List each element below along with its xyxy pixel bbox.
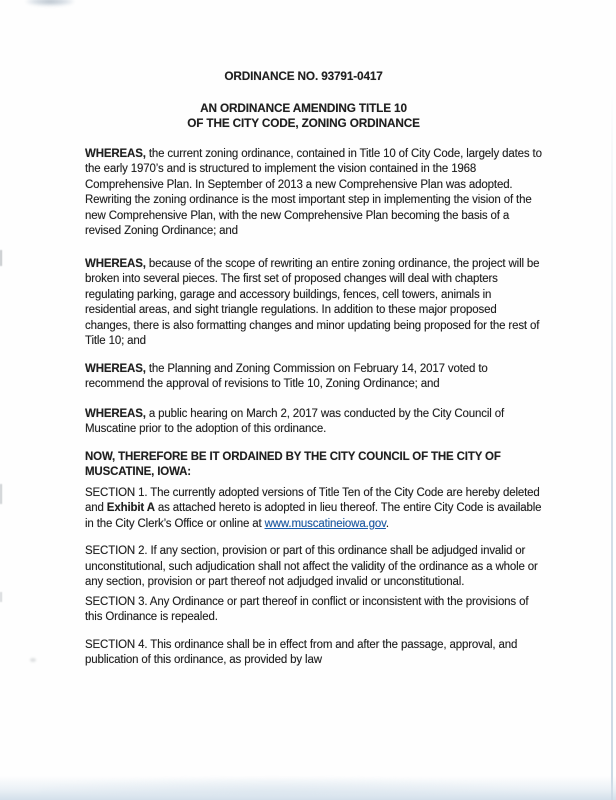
document-title bbox=[85, 101, 544, 132]
body-text: SECTION 1. The currently adopted versions of Title Ten of the City Code are hereby deleted and bbox=[85, 486, 540, 514]
whereas-planning-commission bbox=[85, 362, 544, 393]
bold-text: WHEREAS, bbox=[85, 362, 146, 375]
scan-shadow-bottom bbox=[0, 776, 616, 800]
scan-mark-left-2 bbox=[0, 484, 2, 504]
section-4 bbox=[85, 638, 544, 669]
bold-text: WHEREAS, bbox=[85, 257, 146, 270]
body-text: SECTION 3. Any Ordinance or part thereof in conflict or inconsistent with the provisions of this Ordinance is repealed. bbox=[85, 595, 529, 623]
now-therefore-clause bbox=[85, 450, 544, 481]
whereas-current-ordinance bbox=[85, 147, 544, 240]
document-content bbox=[85, 0, 544, 669]
bold-text: NOW, THEREFORE BE IT ORDAINED BY THE CITY COUNCIL OF THE CITY OF MUSCATINE, IOWA: bbox=[85, 450, 501, 478]
body-text: the current zoning ordinance, contained in Title 10 of City Code, largely dates to the early 1970’s and is structured to implement the vision contained in the 1968 Comprehensive Plan. In September of 2013 a new Comprehensive Plan was adopted. Rewriting the zoning ordinance is the most important step in implementing the vision of the new Comprehensive Plan, with the new Comprehensive Plan becoming the basis of a revised Zoning Ordinance; and bbox=[85, 147, 542, 237]
body-text: SECTION 4. This ordinance shall be in effect from and after the passage, approval, and publication of this ordinance, as provided by law bbox=[85, 638, 518, 666]
ordinance-number-heading: ORDINANCE NO. 93791-0417 bbox=[224, 69, 383, 83]
body-text: a public hearing on March 2, 2017 was conducted by the City Council of Muscatine prior to the adoption of this ordinance. bbox=[85, 407, 504, 435]
scan-edge-line-right bbox=[611, 90, 613, 800]
title-line-1: AN ORDINANCE AMENDING TITLE 10 bbox=[200, 100, 407, 115]
section-3 bbox=[85, 595, 544, 626]
body-text: as attached hereto is adopted in lieu thereof. The entire City Code is available in the City Clerk’s Office or online at bbox=[85, 502, 542, 530]
section-2 bbox=[85, 544, 544, 591]
scan-mark-left-1 bbox=[0, 250, 2, 266]
bold-text: WHEREAS, bbox=[85, 147, 146, 160]
paragraph-list bbox=[85, 147, 544, 669]
bold-text: Exhibit A bbox=[106, 502, 155, 514]
body-text: because of the scope of rewriting an entire zoning ordinance, the project will be broken into several pieces. The first set of proposed changes will deal with chapters regulating parking, garage and accessory buildings, fences, cell towers, animals in residential areas, and sight triangle regulations. In addition to these major proposed changes, there is also formatting changes and minor updating being proposed for the rest of Title 10; and bbox=[85, 257, 540, 347]
title-line-2: OF THE CITY CODE, ZONING ORDINANCE bbox=[187, 116, 420, 130]
city-code-website-link[interactable]: www.muscatineiowa.gov bbox=[264, 517, 386, 530]
whereas-scope-of-rewrite bbox=[85, 257, 544, 350]
scan-smudge-top-left bbox=[26, 0, 74, 6]
scan-speck bbox=[30, 658, 36, 662]
body-text: . bbox=[385, 517, 389, 530]
section-1 bbox=[85, 486, 544, 533]
body-text: SECTION 2. If any section, provision or part of this ordinance shall be adjudged invalid or unconstitutional, such adjudication shall not affect the validity of the ordinance as a whole or any section, provision or part thereof not adjudged invalid or unconstitutional. bbox=[85, 545, 538, 588]
bold-text: WHEREAS, bbox=[85, 407, 146, 420]
scan-mark-left-3 bbox=[0, 592, 2, 602]
whereas-public-hearing bbox=[85, 407, 544, 438]
body-text: the Planning and Zoning Commission on February 14, 2017 voted to recommend the approval of revisions to Title 10, Zoning Ordinance; and bbox=[85, 362, 488, 390]
